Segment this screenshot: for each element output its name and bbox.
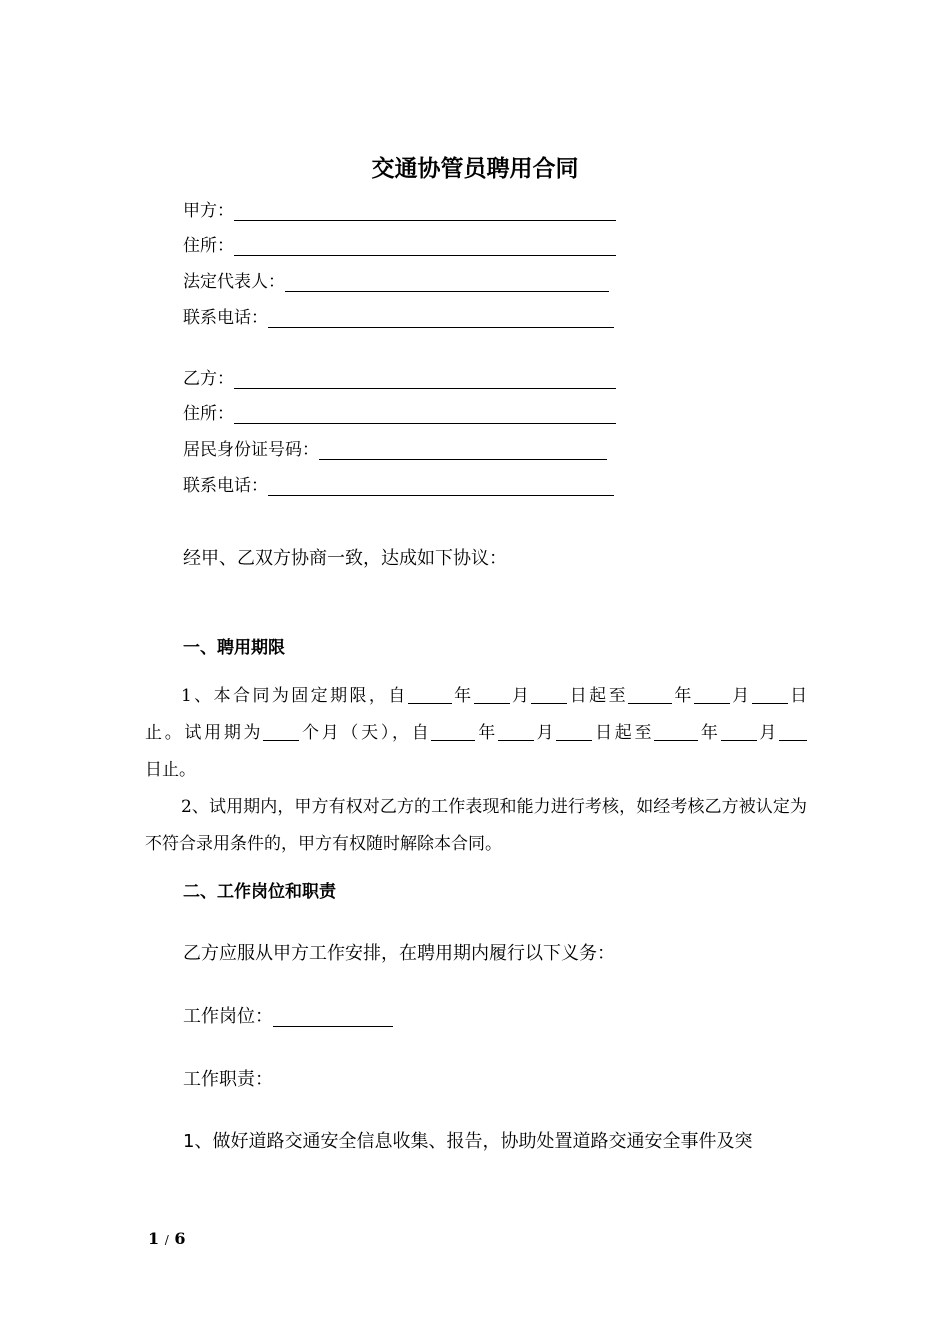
party-a-rep-field (183, 269, 609, 295)
party-b-phone-label: 联系电话： (183, 476, 268, 496)
date-blank (628, 685, 672, 704)
party-b-phone-blank (268, 475, 614, 496)
party-a-rep-blank (285, 271, 609, 292)
work-post-field (183, 1004, 393, 1030)
party-a-address-label: 住所： (183, 236, 234, 256)
party-a-rep-label: 法定代表人： (183, 272, 285, 292)
clause-1-text: 日止。 (145, 760, 196, 780)
date-blank (431, 722, 475, 741)
clause-1-text: 月 (509, 686, 532, 706)
section-2-heading: 二、工作岗位和职责 (183, 882, 336, 902)
section-1-heading: 一、聘用期限 (183, 638, 285, 658)
date-blank (721, 722, 757, 741)
date-blank (408, 685, 452, 704)
party-a-address-field (183, 233, 616, 259)
party-b-id-blank (319, 439, 607, 460)
work-post-blank (273, 1006, 393, 1027)
party-b-name-field (183, 366, 616, 392)
party-b-id-field (183, 437, 607, 463)
party-a-phone-label: 联系电话： (183, 308, 268, 328)
party-a-name-label: 甲方： (183, 201, 234, 221)
party-b-name-blank (234, 368, 616, 389)
page-separator: / (164, 1233, 169, 1247)
clause-1-text: 止。试用期为 (145, 723, 264, 743)
current-page: 1 (148, 1229, 160, 1248)
party-b-id-label: 居民身份证号码： (183, 440, 319, 460)
duties-intro: 乙方应服从甲方工作安排，在聘用期内履行以下义务： (183, 943, 615, 964)
party-a-phone-blank (268, 307, 614, 328)
section-1-clause-1-line-2 (145, 715, 807, 752)
party-b-address-label: 住所： (183, 404, 234, 424)
duties-label: 工作职责： (183, 1069, 273, 1090)
clause-1-text: 月 (729, 686, 752, 706)
clause-1-text: 日 (787, 686, 808, 706)
party-a-name-field (183, 198, 616, 224)
trial-months-blank (263, 722, 299, 741)
party-b-name-label: 乙方： (183, 369, 234, 389)
total-pages: 6 (174, 1229, 186, 1248)
clause-1-text: 年 (475, 723, 498, 743)
date-blank (556, 722, 592, 741)
clause-2-text: 2、试用期内，甲方有权对乙方的工作表现和能力进行考核，如经考核乙方被认定为不符合录用条件的，甲方有权随时解除本合同。 (145, 797, 807, 854)
clause-1-text: 年 (451, 686, 474, 706)
clause-1-text: 年 (672, 686, 694, 706)
section-1-clause-2 (145, 789, 807, 863)
date-blank (498, 722, 534, 741)
date-blank (531, 685, 567, 704)
date-blank (654, 722, 698, 741)
clause-1-text: 日起至 (592, 723, 655, 743)
section-1-clause-1-line-3 (145, 752, 807, 789)
party-b-address-blank (234, 403, 616, 424)
party-a-name-blank (234, 200, 616, 221)
clause-1-text: 个月（天），自 (299, 723, 432, 743)
clause-1-text: 月 (533, 723, 557, 743)
date-blank (694, 685, 730, 704)
agreement-intro: 经甲、乙双方协商一致，达成如下协议： (183, 548, 507, 569)
party-b-address-field (183, 401, 616, 427)
party-a-address-blank (234, 235, 616, 256)
duty-item-1: 1、做好道路交通安全信息收集、报告，协助处置道路交通安全事件及突 (183, 1131, 753, 1152)
date-blank (752, 685, 788, 704)
document-title: 交通协管员聘用合同 (371, 156, 579, 182)
party-a-phone-field (183, 305, 614, 331)
clause-1-text: 日起至 (567, 686, 628, 706)
clause-1-text: 月 (756, 723, 780, 743)
work-post-label: 工作岗位： (183, 1006, 273, 1027)
clause-1-text: 1、本合同为固定期限，自 (181, 686, 408, 706)
date-blank (474, 685, 510, 704)
clause-1-text: 年 (698, 723, 721, 743)
section-1-clause-1 (145, 678, 807, 715)
date-blank (779, 722, 807, 741)
page-number (148, 1228, 185, 1251)
party-b-phone-field (183, 473, 614, 499)
